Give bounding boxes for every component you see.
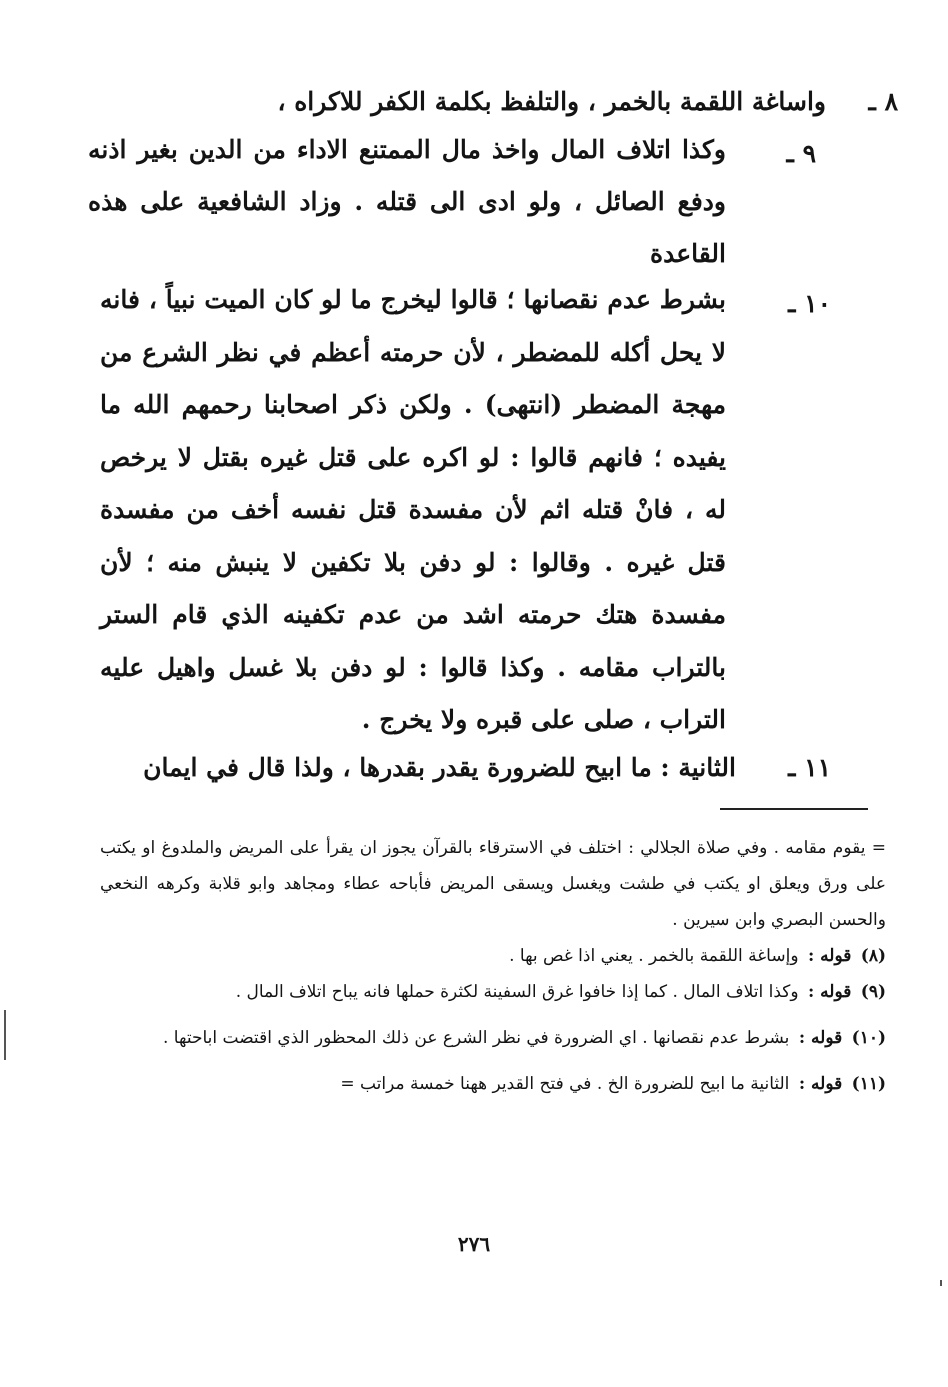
item-text: وكذا اتلاف المال واخذ مال الممتنع الاداء من الدين بغير اذنه ودفع الصائل ، ولو ادى الى قتله . وزاد الشافعية على هذه القاعدة xyxy=(88,135,726,268)
main-item-8 xyxy=(100,72,898,132)
item-text: بشرط عدم نقصانها ؛ قالوا ليخرج ما لو كان الميت نبياً ، فانه لا يحل أكله للمضطر ، لأن حرمته أعظم في نظر الشرع من مهجة المضطر (انتهى) . ولكن ذكر اصحابنا رحمهم الله ما يفيده ؛ فانهم قالوا : لو اكره على قتل غيره بقتل لا يرخص له ، فانْ قتله اثم لأن مفسدة قتل نفسه أخف من مفسدة قتل غيره . وقالوا : لو دفن بلا تكفين لا ينبش منه ؛ لأن مفسدة هتك حرمته اشد من عدم تكفينه الذي قام الستر بالتراب مقامه . وكذا قالوا : لو دفن بلا غسل واهيل عليه التراب ، صلى على قبره ولا يخرج . xyxy=(100,285,726,734)
footnote-separator xyxy=(720,808,868,810)
main-item-9 xyxy=(88,124,816,280)
footnote-text: وكذا اتلاف المال . كما إذا خافوا غرق السفينة لكثرة حملها فانه يباح اتلاف المال . xyxy=(235,982,799,1002)
scan-edge-mark xyxy=(940,1280,942,1286)
footnote-number: (٩) xyxy=(860,982,886,1002)
footnote-number: (٨) xyxy=(860,946,886,966)
item-text: واساغة اللقمة بالخمر ، والتلفظ بكلمة الكفر للاكراه ، xyxy=(277,87,826,116)
item-number: ١٠ ـ xyxy=(788,289,831,318)
item-number: ٩ ـ xyxy=(786,139,816,168)
footnote-number: (١٠) xyxy=(851,1028,886,1048)
footnote-keyword: قوله : xyxy=(798,1028,843,1048)
footnote-10 xyxy=(100,1020,886,1056)
page-number: ٢٧٦ xyxy=(457,1232,491,1256)
footnotes xyxy=(100,830,886,1102)
footnote-text: وإساغة اللقمة بالخمر . يعني اذا غص بها . xyxy=(509,946,799,966)
item-text: الثانية : ما ابيح للضرورة يقدر بقدرها ، ولذا قال في ايمان xyxy=(143,753,736,782)
main-item-11 xyxy=(100,738,831,798)
footnote-9 xyxy=(100,974,886,1010)
footnote-keyword: قوله : xyxy=(807,946,852,966)
item-number: ٨ ـ xyxy=(868,87,898,116)
footnote-keyword: قوله : xyxy=(798,1074,843,1094)
item-number: ١١ ـ xyxy=(788,753,831,782)
footnote-11 xyxy=(100,1066,886,1102)
scan-edge-mark xyxy=(4,1010,6,1060)
footnote-text: بشرط عدم نقصانها . اي الضرورة في نظر الشرع عن ذلك المحظور الذي اقتضت اباحتها . xyxy=(163,1028,790,1048)
footnote-keyword: قوله : xyxy=(807,982,852,1002)
main-item-10 xyxy=(100,274,831,747)
footnote-text: الثانية ما ابيح للضرورة الخ . في فتح القدير ههنا خمسة مراتب = xyxy=(340,1074,790,1094)
footnote-8 xyxy=(100,938,886,974)
footnote-number: (١١) xyxy=(851,1074,886,1094)
footnote-continuation: = يقوم مقامه . وفي صلاة الجلالي : اختلف في الاسترقاء بالقرآن يجوز ان يقرأ على المريض والملدوغ او يكتب على ورق ويعلق او يكتب في طشت ويغسل ويسقى المريض فأباحه عطاء ومجاهد وابو قلابة وكرهه النخعي والحسن البصري وابن سيرين . xyxy=(100,838,887,930)
